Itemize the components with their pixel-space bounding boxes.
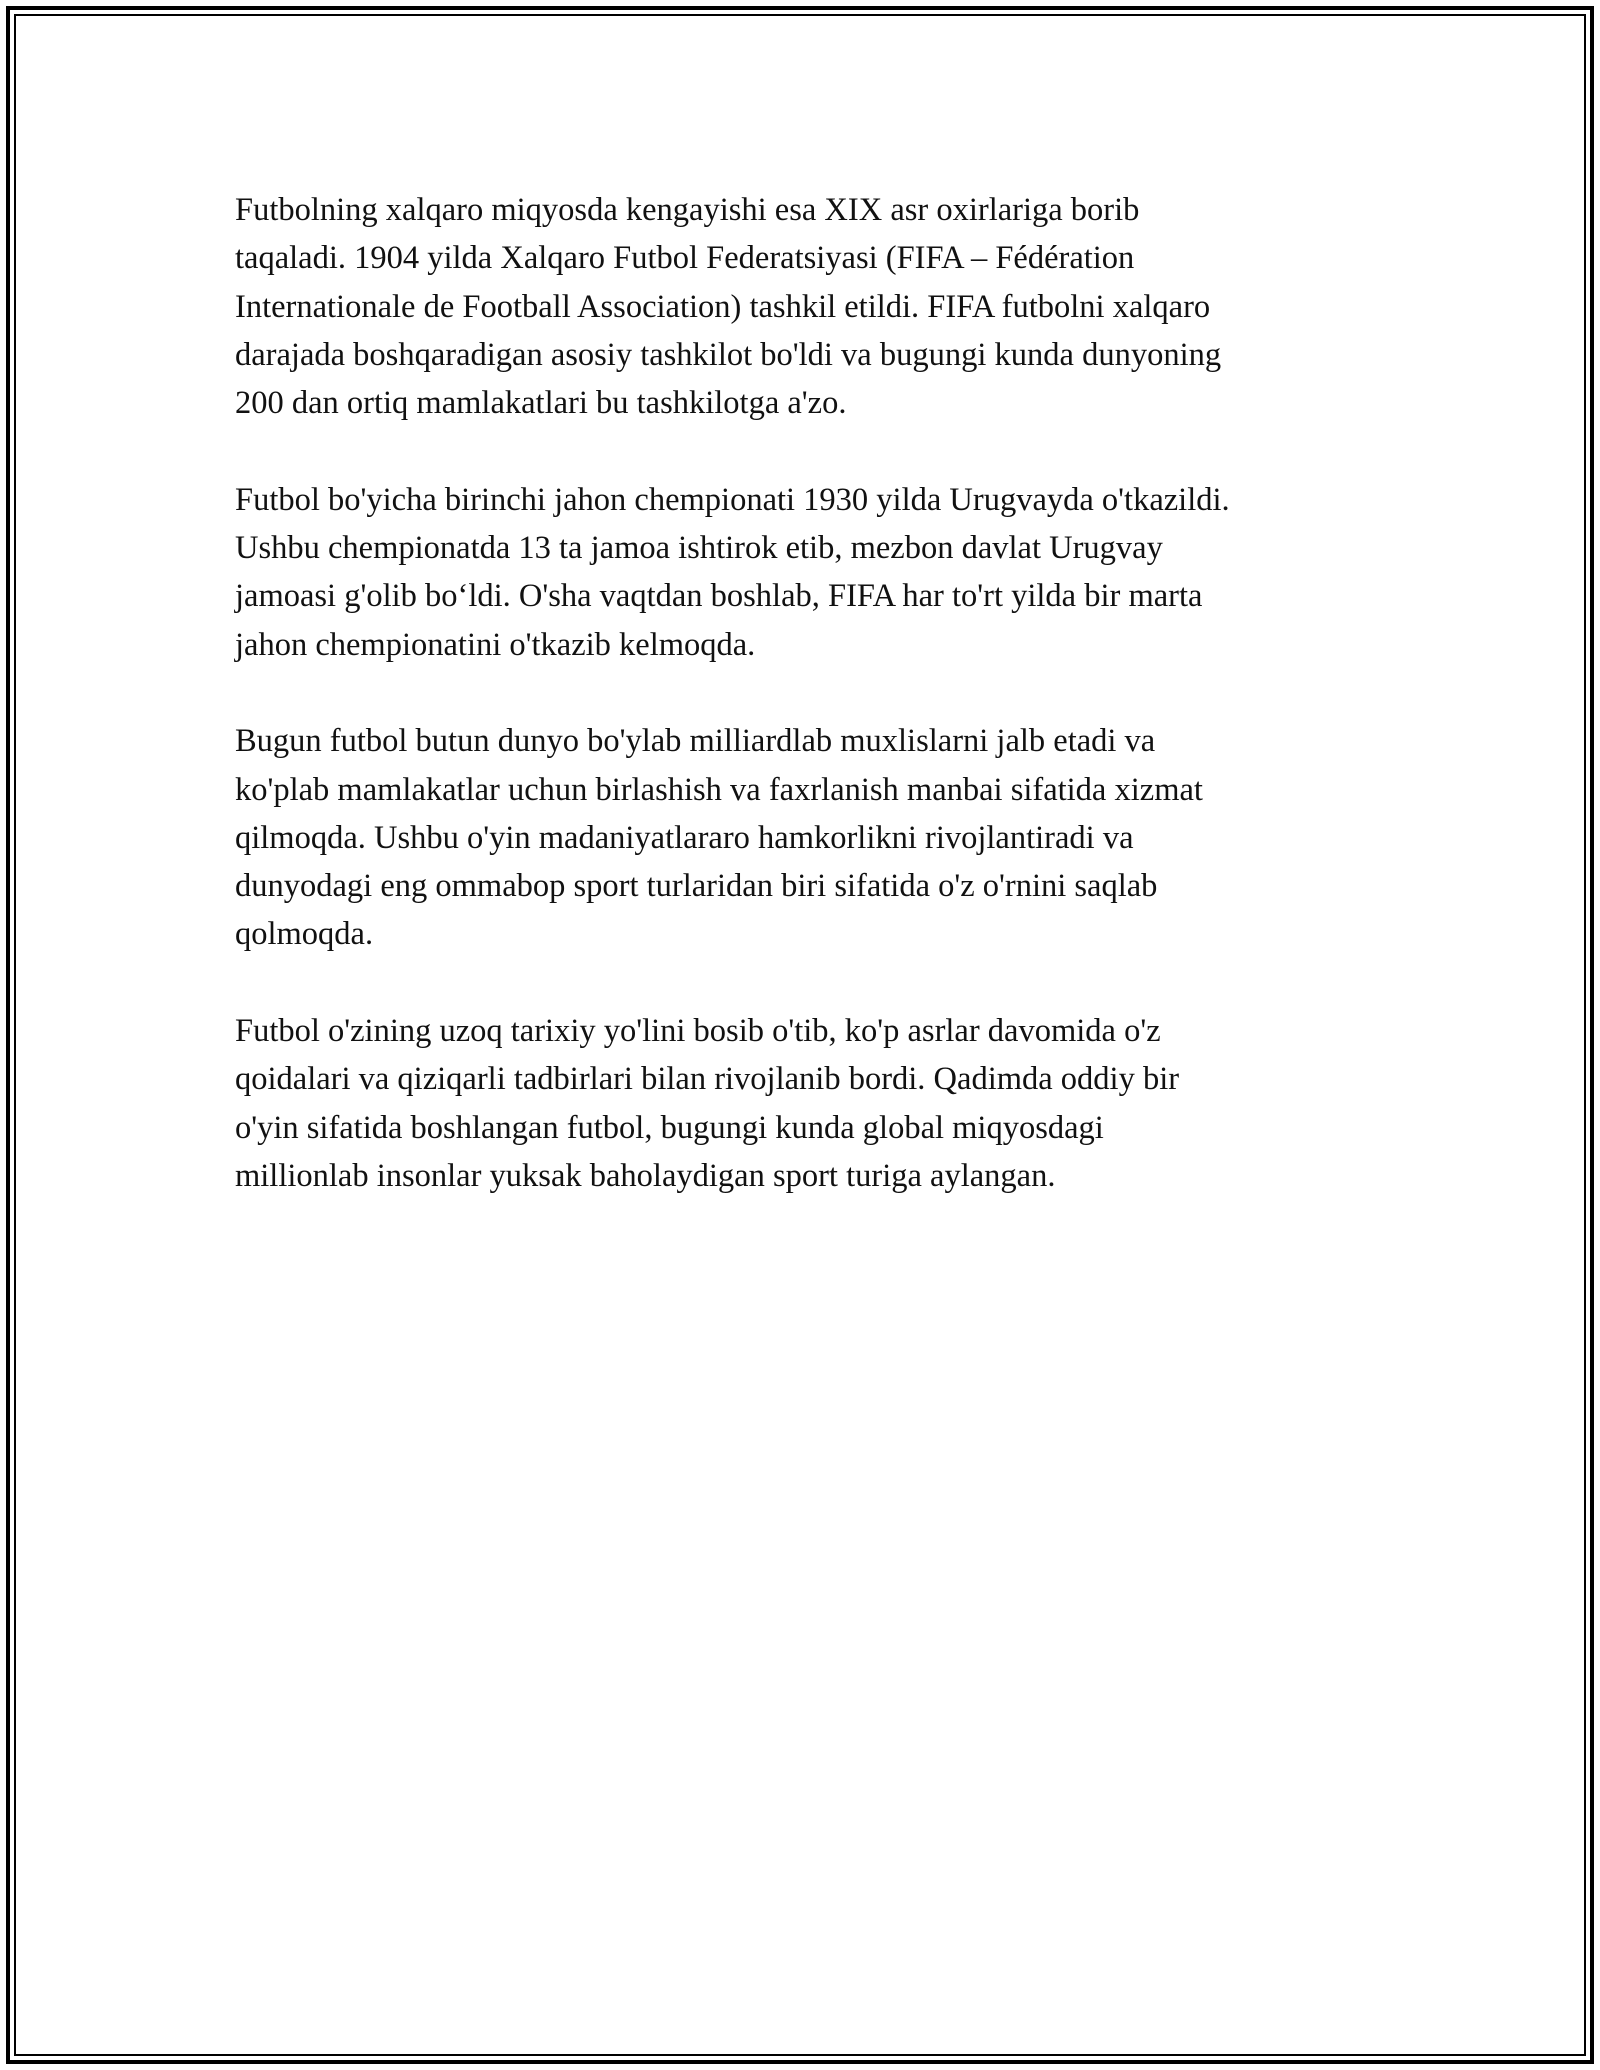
paragraph-conclusion: Futbol o'zining uzoq tarixiy yo'lini bosib o'tib, ko'p asrlar davomida o'z qoidalari va qiziqarli tadbirlari bilan rivojlanib bordi. Qadimda oddiy bir o'yin sifatida boshlangan futbol, bugungi kunda global miqyosdagi millionlab insonlar yuksak baholaydigan sport turiga aylangan. <box>235 1013 1180 1194</box>
paragraph-global-popularity: Bugun futbol butun dunyo bo'ylab milliardlab muxlislarni jalb etadi va ko'plab mamlakatlar uchun birlashish va faxrlanish manbai sifatida xizmat qilmoqda. Ushbu o'yin madaniyatlararo hamkorlikni rivojlantiradi va dunyodagi eng ommabop sport turlaridan biri sifatida o'z o'rnini saqlab qolmoqda. <box>235 723 1203 953</box>
paragraph-fifa-founding: Futbolning xalqaro miqyosda kengayishi esa XIX asr oxirlariga borib taqaladi. 1904 yilda Xalqaro Futbol Federatsiyasi (FIFA – Fédération Internationale de Football Association) tashkil etildi. FIFA futbolni xalqaro darajada boshqaradigan asosiy tashkilot bo'ldi va bugungi kunda dunyoning 200 dan ortiq mamlakatlari bu tashkilotga a'zo. <box>235 192 1222 422</box>
document-body <box>235 186 1365 1249</box>
paragraph-first-world-cup: Futbol bo'yicha birinchi jahon chempionati 1930 yilda Urugvayda o'tkazildi. Ushbu chempionatda 13 ta jamoa ishtirok etib, mezbon davlat Urugvay jamoasi g'olib bo‘ldi. O'sha vaqtdan boshlab, FIFA har to'rt yilda bir marta jahon chempionatini o'tkazib kelmoqda. <box>235 481 1230 663</box>
